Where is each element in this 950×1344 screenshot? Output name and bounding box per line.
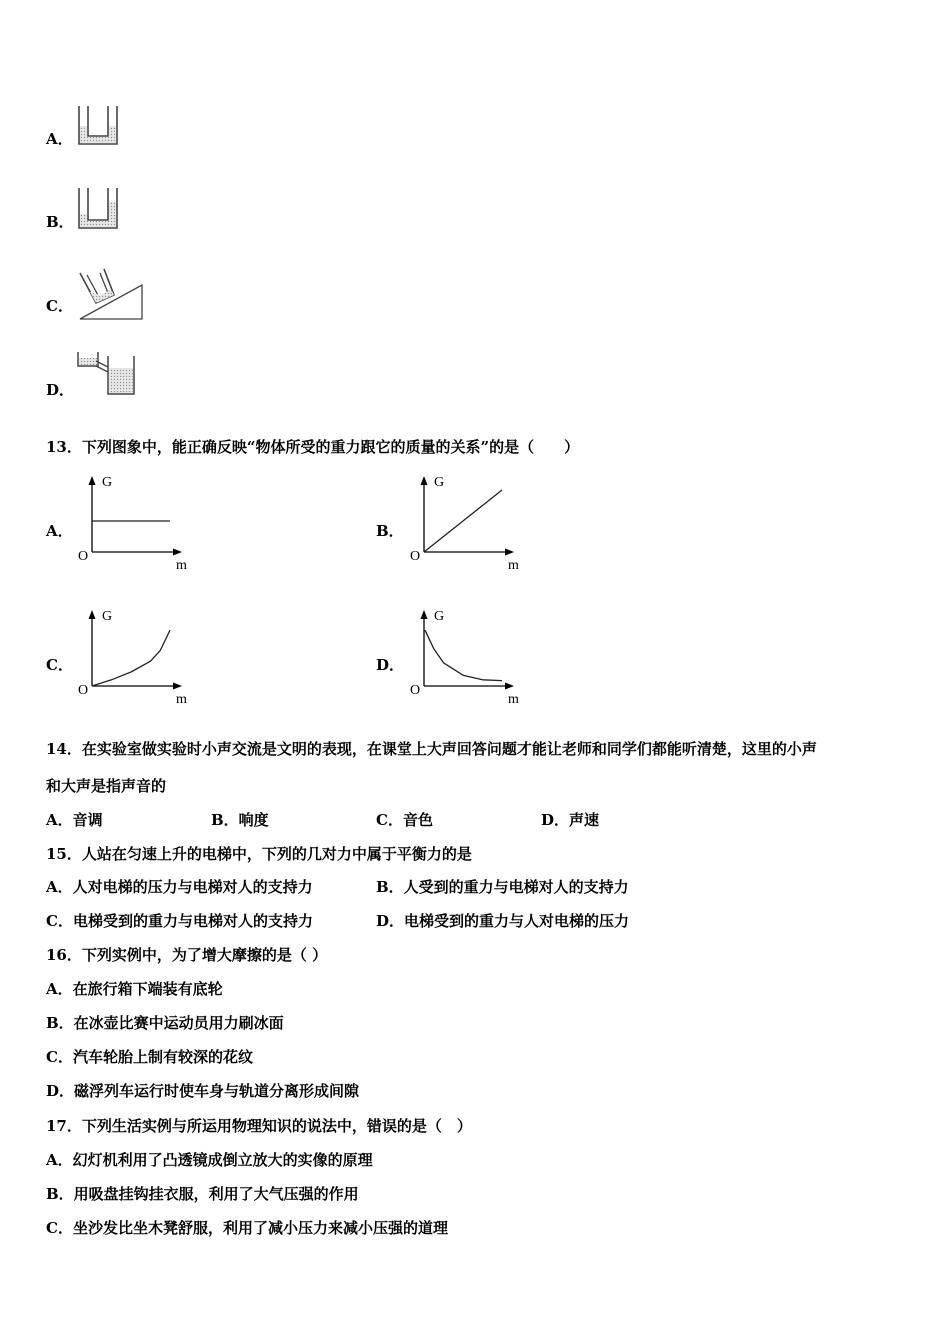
q12-option-c-letter[interactable]: C． [46,297,73,315]
q12-option-b-figure [74,184,124,236]
q17-option-b[interactable]: B．用吸盘挂钩挂衣服，利用了大气压强的作用 [46,1185,359,1203]
x-axis-arrow [173,683,182,690]
q16-stem: 16．下列实例中，为了增大摩擦的是（ ） [46,946,328,964]
x-axis-arrow [505,683,514,690]
q12-option-d-figure [74,348,140,400]
data-line-c [92,630,170,686]
x-axis-arrow [173,549,182,556]
x-axis-label: m [508,692,519,707]
y-axis-label: G [434,475,445,490]
q16-option-d[interactable]: D．磁浮列车运行时使车身与轨道分离形成间隙 [46,1082,360,1100]
q15-stem: 15．人站在匀速上升的电梯中，下列的几对力中属于平衡力的是 [46,845,472,863]
y-axis-arrow [89,476,96,485]
q12-option-b-letter[interactable]: B． [46,213,74,231]
q14-stem-line2: 和大声是指声音的 [46,777,167,795]
x-axis-label: m [176,692,187,707]
q14-option-a[interactable]: A．音调 [46,811,103,829]
q15-option-c[interactable]: C．电梯受到的重力与电梯对人的支持力 [46,912,313,930]
origin-label: O [410,683,421,698]
q12-option-d-letter[interactable]: D． [46,381,75,399]
q16-option-c[interactable]: C．汽车轮胎上制有较深的花纹 [46,1048,253,1066]
origin-label: O [410,549,421,564]
q13-option-c-letter[interactable]: C． [46,656,73,674]
y-axis-label: G [102,609,113,624]
q14-option-c[interactable]: C．音色 [376,811,433,829]
q12-option-c-figure [74,265,146,323]
q17-stem: 17．下列生活实例与所运用物理知识的说法中，错误的是（ ） [46,1117,472,1135]
origin-label: O [78,683,89,698]
y-axis-arrow [421,610,428,619]
q13-graph-b [404,468,534,580]
x-axis-label: m [508,558,519,573]
q16-option-b[interactable]: B．在冰壶比赛中运动员用力刷冰面 [46,1014,284,1032]
data-line-b [424,490,502,552]
q13-option-d-letter[interactable]: D． [376,656,405,674]
q17-option-c[interactable]: C．坐沙发比坐木凳舒服，利用了减小压力来减小压强的道理 [46,1219,448,1237]
q13-graph-c [72,602,202,714]
q13-graph-a [72,468,202,580]
y-axis-arrow [89,610,96,619]
q14-option-d[interactable]: D．声速 [541,811,600,829]
q16-option-a[interactable]: A．在旅行箱下端装有底轮 [46,980,223,998]
q13-option-b-letter[interactable]: B． [376,522,404,540]
q13-option-a-letter[interactable]: A． [46,522,73,540]
q15-option-b[interactable]: B．人受到的重力与电梯对人的支持力 [376,878,629,896]
x-axis-arrow [505,549,514,556]
origin-label: O [78,549,89,564]
q14-stem-line1: 14．在实验室做实验时小声交流是文明的表现，在课堂上大声回答问题才能让老师和同学们都能听清楚，这里的小声 [46,740,817,758]
data-line-d [425,630,502,680]
y-axis-arrow [421,476,428,485]
q17-option-a[interactable]: A．幻灯机利用了凸透镜成倒立放大的实像的原理 [46,1151,373,1169]
q13-graph-d [404,602,534,714]
q12-option-a-figure [74,100,124,152]
q15-option-a[interactable]: A．人对电梯的压力与电梯对人的支持力 [46,878,313,896]
y-axis-label: G [434,609,445,624]
q15-option-d[interactable]: D．电梯受到的重力与人对电梯的压力 [376,912,630,930]
q12-option-a-letter[interactable]: A． [46,130,73,148]
q13-stem: 13．下列图象中，能正确反映“物体所受的重力跟它的质量的关系”的是（ ） [46,438,580,456]
y-axis-label: G [102,475,113,490]
x-axis-label: m [176,558,187,573]
q14-option-b[interactable]: B．响度 [211,811,269,829]
